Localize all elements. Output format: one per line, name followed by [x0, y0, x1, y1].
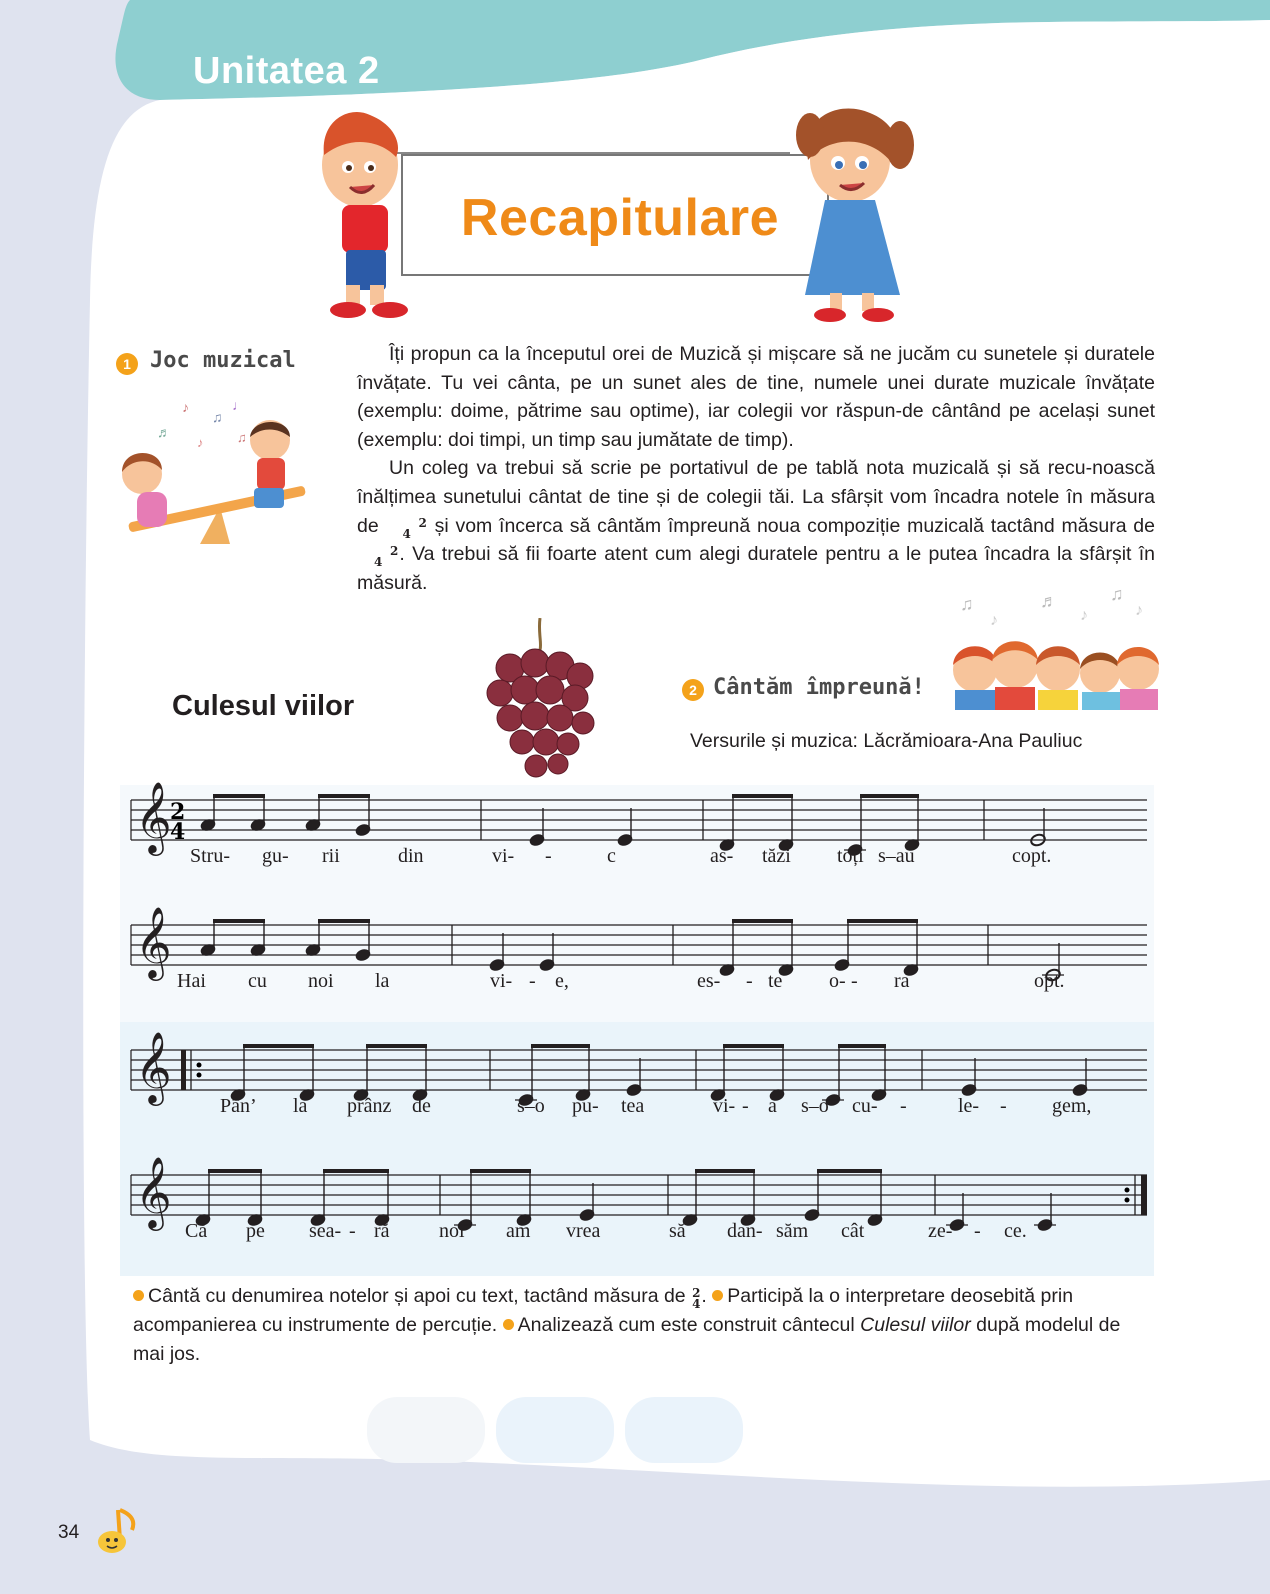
svg-text:♪: ♪ [197, 435, 204, 450]
time-signature-2-4: 2 4 [692, 1286, 701, 1311]
treble-clef-icon: 𝄞 [135, 780, 172, 853]
lyric-syllable: de [412, 1095, 431, 1117]
lyric-syllable: dan- [727, 1220, 763, 1242]
repeat-dot [197, 1063, 202, 1068]
bullet-dot [503, 1319, 514, 1330]
note-beam [243, 1044, 314, 1048]
note-beam [695, 1169, 755, 1173]
paragraph-2-part-b: și vom încerca să cântăm împreună noua compoziție muzicală tactând măsura de [434, 514, 1155, 537]
time-signature-bottom: 4 [170, 819, 186, 845]
lyric-syllable: rii [322, 845, 340, 867]
song-credit: Versurile și muzica: Lăcrămioara-Ana Pauliuc [690, 730, 1083, 752]
lyric-syllable: te [768, 970, 783, 992]
repeat-dot [197, 1073, 202, 1078]
lyric-syllable: la [375, 970, 390, 992]
lyric-syllable: s–o [801, 1095, 829, 1117]
lyric-syllable: - [851, 970, 858, 992]
lyric-syllable: pu- [572, 1095, 599, 1117]
lyric-syllable: - [545, 845, 552, 867]
paragraph-2-part-c: . Va trebui să fii foarte atent cum alegi duratele pentru a le putea încadra la sfârșit în măsură. [357, 543, 1155, 594]
note-beam [847, 919, 918, 923]
note-beam [213, 919, 265, 923]
lyric-syllable: es- [697, 970, 721, 992]
lyric-syllable: - [349, 1220, 356, 1242]
lyric-syllable: ra [894, 970, 910, 992]
lyric-syllable: cât [841, 1220, 865, 1242]
lyric-syllable: vi- [713, 1095, 736, 1117]
lyric-syllable: c [607, 845, 616, 867]
page-number: 34 [58, 1522, 80, 1543]
svg-text:♪: ♪ [1080, 607, 1088, 624]
lyric-syllable: noi [439, 1220, 465, 1242]
song-name-italic: Culesul viilor [860, 1314, 971, 1336]
lyric-syllable: o- [829, 970, 846, 992]
instruction-3: Analizează cum este construit cântecul [517, 1314, 855, 1336]
lyric-syllable: s–o [517, 1095, 545, 1117]
note-beam [723, 1044, 784, 1048]
svg-text:♬: ♬ [1040, 591, 1058, 611]
svg-text:♪: ♪ [182, 399, 189, 415]
section-2-number: 2 [682, 679, 704, 701]
lyric-syllable: pe [246, 1220, 265, 1242]
repeat-dot [1125, 1198, 1130, 1203]
svg-text:♫: ♫ [1110, 585, 1124, 604]
lyric-syllable: le- [958, 1095, 980, 1117]
lyric-syllable: săm [776, 1220, 809, 1242]
treble-clef-icon: 𝄞 [135, 1030, 172, 1103]
lyric-syllable: am [506, 1220, 531, 1242]
note-beam [860, 794, 919, 798]
lyric-syllable: a [768, 1095, 777, 1117]
note-beam [213, 794, 265, 798]
instruction-2: Participă la o interpretare deosebită prin acompanierea cu instrumente de percuție. [133, 1285, 1074, 1336]
note-beam [732, 919, 793, 923]
bullet-dot [712, 1290, 723, 1301]
lyric-syllable: opt. [1034, 970, 1065, 992]
lyric-syllable: Hai [177, 970, 206, 992]
note-beam [470, 1169, 531, 1173]
bullet-dot [133, 1290, 144, 1301]
lyric-syllable: tea [621, 1095, 645, 1117]
lyric-syllable: din [398, 845, 424, 867]
unit-title: Unitatea 2 [193, 50, 380, 92]
repeat-start-thick [181, 1050, 186, 1090]
lyric-syllable: s–au [878, 845, 915, 867]
lyric-syllable: - [746, 970, 753, 992]
lyric-syllable: să [669, 1220, 686, 1242]
lyric-syllable: Pân’ [220, 1095, 257, 1117]
lyric-syllable: - [900, 1095, 907, 1117]
time-signature-2-4: 2 4 [402, 515, 427, 541]
lyric-syllable: - [974, 1220, 981, 1242]
lyric-syllable: cu [248, 970, 267, 992]
repeat-end-thick [1141, 1175, 1147, 1215]
svg-text:♩: ♩ [232, 397, 246, 413]
lyric-syllable: sea- [309, 1220, 342, 1242]
placeholder-box-3 [625, 1397, 743, 1463]
lyric-syllable: - [742, 1095, 749, 1117]
svg-text:♪: ♪ [990, 612, 998, 629]
section-2-title: Cântăm împreună! [713, 675, 925, 700]
lyric-syllable: vrea [566, 1220, 601, 1242]
placeholder-box-1 [367, 1397, 485, 1463]
lyric-syllable: la [293, 1095, 308, 1117]
lyric-syllable: gu- [262, 845, 289, 867]
section-1-number: 1 [116, 353, 138, 375]
note-beam [531, 1044, 590, 1048]
lyric-syllable: toți [837, 845, 864, 867]
lyric-syllable: tăzi [762, 845, 791, 867]
paragraph-1: Îți propun ca la începutul orei de Muzică și mișcare să ne jucăm cu sunetele și duratele învățate. Tu vei cânta, pe un sunet ales de tine, numele unei durate muzicale învățate (exemplu: doime, pătrime sau optime), iar colegii vor răspun-de cântând pe același sunet (exemplu: doi timpi, un timp sau jumătate de timp). [357, 343, 1155, 451]
time-signature-top: 2 [170, 799, 186, 825]
note-beam [318, 919, 370, 923]
time-signature-2-4: 2 4 [374, 544, 399, 570]
lyric-syllable: - [529, 970, 536, 992]
svg-text:♬: ♬ [157, 424, 171, 440]
svg-text:♪: ♪ [1135, 602, 1143, 619]
lyric-syllable: ze- [928, 1220, 953, 1242]
sign-title: Recapitulare [460, 189, 780, 247]
section-1-title: Joc muzical [150, 348, 296, 373]
music-note-mascot-icon [88, 1500, 148, 1560]
note-beam [323, 1169, 389, 1173]
placeholder-box-2 [496, 1397, 614, 1463]
note-beam [838, 1044, 886, 1048]
lyric-syllable: vi- [490, 970, 513, 992]
lyric-syllable: gem, [1052, 1095, 1092, 1117]
svg-text:♫: ♫ [212, 409, 223, 425]
svg-text:♫: ♫ [237, 430, 247, 445]
treble-clef-icon: 𝄞 [135, 905, 172, 978]
lyric-syllable: cu- [852, 1095, 878, 1117]
instructions: Cântă cu denumirea notelor și apoi cu text, tactând măsura de 2 4. Participă la o interpretare deosebită prin acompanierea cu instrumente de percuție. Analizează cum este construit cântecul Culesul viilor după modelul de mai jos. [133, 1285, 1121, 1365]
note-beam [208, 1169, 262, 1173]
lyric-syllable: e, [555, 970, 569, 992]
lyric-syllable: prânz [347, 1095, 392, 1117]
instruction-4: după modelul de mai jos. [133, 1314, 1121, 1365]
note-beam [318, 794, 370, 798]
paragraph-2-part-a: Un coleg va trebui să scrie pe portativul de pe tablă nota muzicală și să recu-noască înălțimea sunetului cântat de tine și de colegii tăi. La sfârșit vom încadra notele în măsura de [357, 457, 1155, 537]
lyric-syllable: ce. [1004, 1220, 1027, 1242]
note-beam [817, 1169, 882, 1173]
song-title: Culesul viilor [172, 690, 355, 722]
svg-text:♫: ♫ [960, 594, 974, 614]
lyric-syllable: copt. [1012, 845, 1052, 867]
lyric-syllable: - [1000, 1095, 1007, 1117]
treble-clef-icon: 𝄞 [135, 1155, 172, 1228]
note-beam [366, 1044, 427, 1048]
lyric-syllable: Că [185, 1220, 208, 1242]
note-beam [732, 794, 793, 798]
lyric-syllable: ră [374, 1220, 390, 1242]
lyric-syllable: vi- [492, 845, 515, 867]
lyric-syllable: noi [308, 970, 334, 992]
instruction-1: Cântă cu denumirea notelor și apoi cu text, tactând măsura de [148, 1285, 686, 1307]
lyric-syllable: as- [710, 845, 734, 867]
lyric-syllable: Stru- [190, 845, 230, 867]
repeat-dot [1125, 1188, 1130, 1193]
